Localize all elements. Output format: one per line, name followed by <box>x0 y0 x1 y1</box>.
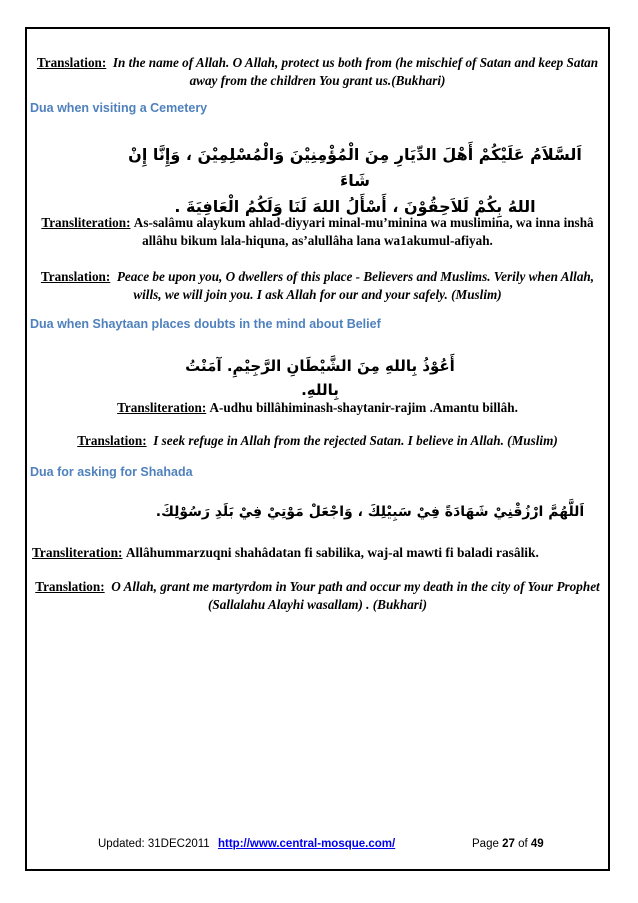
footer-link-wrapper <box>218 838 395 850</box>
arabic-dua-shahada: اَللَّهُمَّ ارْزُقْنِيْ شَهَادَةً فِيْ سَبِيْلِكَ ، وَاجْعَلْ مَوْتِيْ فِيْ بَلَدِ رَسُوْلِكَ. <box>155 504 585 520</box>
footer-url-link[interactable]: http://www.central-mosque.com/ <box>218 838 396 850</box>
translation-text: I seek refuge in Allah from the rejected Satan. I believe in Allah. (Muslim) <box>153 433 558 448</box>
heading-shaytaan-doubts: Dua when Shaytaan places doubts in the mind about Belief <box>30 317 381 331</box>
transliteration-text: A-udhu billâhiminash-shaytanir-rajim .Amantu billâh. <box>209 400 518 415</box>
arabic-line-2: اللهُ بِكُمْ لَلاَحِقُوْنَ ، أَسْأَلُ اللهَ لَنَا وَلَكُمُ الْعَافِيَةَ . <box>174 197 536 216</box>
heading-shahada: Dua for asking for Shahada <box>30 465 193 479</box>
page-total: 49 <box>530 838 544 850</box>
transliteration-text: Allâhummarzuqni shahâdatan fi sabilika, waj-al mawti fi baladi rasâlik. <box>125 545 539 560</box>
transliteration-paragraph-shahada <box>32 544 607 562</box>
translation-label: Translation: <box>35 579 105 594</box>
translation-text: Peace be upon you, O dwellers of this place - Believers and Muslims. Verily when Allah, wills, we will join you. I ask Allah for our and your safely. (Muslim) <box>116 269 595 302</box>
transliteration-paragraph-cemetery <box>30 214 605 250</box>
translation-paragraph-shahada <box>30 578 605 614</box>
transliteration-text: As-salâmu alaykum ahlad-diyyari minal-mu’minina wa muslimina, wa inna inshâ allâhu bikum lala-hiquna, as’alullâha lana wa1akumul-afiyah. <box>133 215 594 248</box>
page-prefix: Page <box>472 838 499 850</box>
heading-cemetery: Dua when visiting a Cemetery <box>30 101 208 115</box>
arabic-dua-cemetery <box>120 142 590 220</box>
translation-paragraph-1 <box>30 54 605 90</box>
footer-updated: Updated: 31DEC2011 <box>98 838 210 850</box>
page-current: 27 <box>502 838 515 850</box>
translation-label: Translation: <box>36 55 107 70</box>
transliteration-label: Transliteration: <box>41 215 131 230</box>
translation-text: In the name of Allah. O Allah, protect us both from (he mischief of Satan and keep Satan away from the children You grant us.(Bukhari) <box>112 55 599 88</box>
arabic-dua-shaytaan: أَعُوْذُ بِاللهِ مِنَ الشَّيْطَانِ الرَّجِيْمِ. آمَنْتُ بِاللهِ. <box>185 357 455 399</box>
arabic-line-1: اَلسَّلاَمُ عَلَيْكُمْ أَهْلَ الدِّيَارِ مِنَ الْمُؤْمِنِيْنَ وَالْمُسْلِمِيْنَ ، وَإِنَّا إِنْ شَاءَ <box>128 145 582 190</box>
footer-page-number <box>472 838 544 850</box>
transliteration-label: Transliteration: <box>117 400 207 415</box>
translation-paragraph-shaytaan <box>30 432 605 450</box>
translation-label: Translation: <box>40 269 111 284</box>
translation-text: O Allah, grant me martyrdom in Your path and occur my death in the city of Your Prophet (Sallalahu Alayhi wasallam) . (Bukhari) <box>111 579 600 612</box>
page-of: of <box>518 838 528 850</box>
transliteration-paragraph-shaytaan <box>30 399 605 417</box>
translation-paragraph-cemetery <box>30 268 605 304</box>
translation-label: Translation: <box>77 433 147 448</box>
transliteration-label: Transliteration: <box>32 545 123 560</box>
